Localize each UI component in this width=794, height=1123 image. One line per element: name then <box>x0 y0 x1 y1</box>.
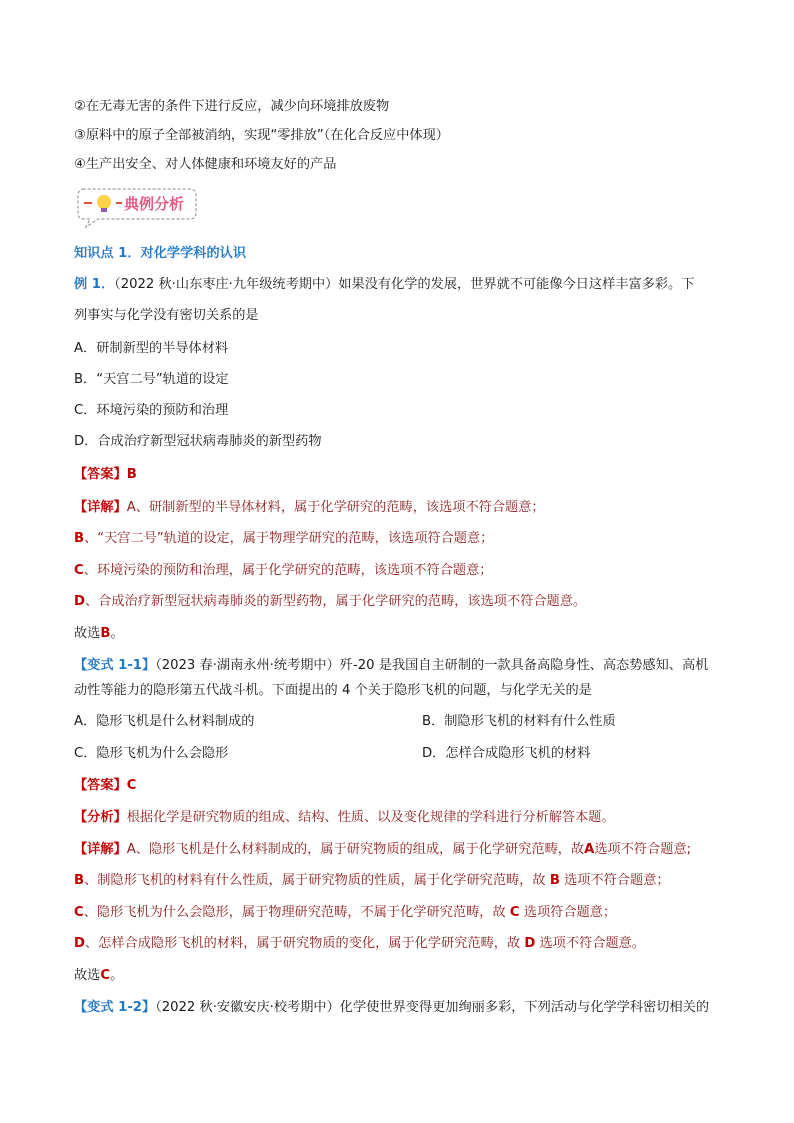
example1-detail-b <box>74 529 493 549</box>
variant2-stem-line1 <box>74 998 709 1018</box>
variant1-detail-a <box>74 840 691 860</box>
example1-conclusion <box>74 624 124 644</box>
typical-example-badge-graphic <box>74 183 198 229</box>
detail-text: 、“天宫二号”轨道的设定，属于物理学研究的范畴，该选项符合题意； <box>84 531 494 546</box>
variant1-options-row2 <box>74 744 591 764</box>
logo-label: 典例分析 <box>124 195 185 213</box>
detail-text: A、研制新型的半导体材料，属于化学研究的范畴，该选项不符合题意； <box>126 500 545 515</box>
variant1-stem-text: （2023 春·湖南永州·统考期中）歼-20 是我国自主研制的一款具备高隐身性、高态势感知、高机 <box>155 658 709 673</box>
example1-stem-text: （2022 秋·山东枣庄·九年级统考期中）如果没有化学的发展，世界就不可能像今日这样丰富多彩。下 <box>114 277 695 292</box>
detail-text: A、隐形飞机是什么材料制成的，属于研究物质的组成，属于化学研究范畴，故 <box>126 842 585 857</box>
answer-tag: 【答案】 <box>74 778 127 793</box>
variant1-option-d: D．怎样合成隐形飞机的材料 <box>422 746 591 761</box>
variant1-tag: 【变式 1-1】 <box>74 658 156 673</box>
detail-tag: 【详解】 <box>74 842 127 857</box>
detail-letter: B <box>74 531 85 546</box>
variant1-detail-d <box>74 934 645 954</box>
detail-text-end: 选项不符合题意； <box>559 873 670 888</box>
lightbulb-icon <box>97 195 111 209</box>
conclusion-letter: B <box>100 626 111 641</box>
knowledge-point-title: 知识点 1．对化学学科的认识 <box>74 246 247 261</box>
conclusion-suffix: 。 <box>110 968 124 983</box>
variant2-tag: 【变式 1-2】 <box>74 1000 156 1015</box>
typical-example-logo <box>74 183 198 229</box>
example1-answer <box>74 465 137 485</box>
principle-2: ②在无毒无害的条件下进行反应，减少向环境排放废物 <box>74 99 390 114</box>
variant1-analysis <box>74 808 615 828</box>
example1-stem-line1 <box>74 275 694 295</box>
example1-detail-d <box>74 592 586 612</box>
detail-letter: D <box>74 936 85 951</box>
conclusion-letter: C <box>100 968 111 983</box>
variant1-stem-line1 <box>74 656 708 676</box>
variant1-stem-line2: 动性等能力的隐形第五代战斗机。下面提出的 4 个关于隐形飞机的问题，与化学无关的是 <box>74 683 592 698</box>
principle-3: ③原料中的原子全部被消纳，实现“零排放”（在化合反应中体现） <box>74 128 449 143</box>
conclusion-prefix: 故选 <box>74 626 101 641</box>
example1-option-a: A．研制新型的半导体材料 <box>74 341 229 356</box>
variant1-options-row1 <box>74 712 616 732</box>
example1-detail-c <box>74 561 493 581</box>
detail-letter: A <box>584 842 595 857</box>
example1-detail-a <box>74 498 545 518</box>
detail-letter: D <box>74 594 85 609</box>
example1-option-d: D．合成治疗新型冠状病毒肺炎的新型药物 <box>74 434 322 449</box>
example1-option-b: B．“天宫二号”轨道的设定 <box>74 372 229 387</box>
answer-tag: 【答案】 <box>74 467 127 482</box>
variant1-conclusion <box>74 966 123 986</box>
variant1-option-a: A．隐形飞机是什么材料制成的 <box>74 714 255 729</box>
variant2-stem-text: （2022 秋·安徽安庆·校考期中）化学使世界变得更加绚丽多彩，下列活动与化学学科密切相关的 <box>155 1000 710 1015</box>
detail-text: 、合成治疗新型冠状病毒肺炎的新型药物，属于化学研究的范畴，该选项不符合题意。 <box>84 594 587 609</box>
answer-value: C <box>126 778 137 793</box>
detail-text-end: 选项符合题意； <box>519 905 617 920</box>
variant1-detail-b <box>74 871 670 891</box>
analysis-text: 根据化学是研究物质的组成、结构、性质、以及变化规律的学科进行分析解答本题。 <box>126 810 615 825</box>
example1-stem-line2: 列事实与化学没有密切关系的是 <box>74 308 259 323</box>
example1-option-c: C．环境污染的预防和治理 <box>74 403 229 418</box>
detail-tag: 【详解】 <box>74 500 127 515</box>
variant1-option-b: B．制隐形飞机的材料有什么性质 <box>422 714 616 729</box>
detail-letter: B <box>549 873 560 888</box>
conclusion-suffix: 。 <box>110 626 124 641</box>
detail-letter: C <box>74 563 84 578</box>
answer-value: B <box>126 467 137 482</box>
variant1-answer <box>74 776 136 796</box>
example1-label: 例 1． <box>74 277 115 292</box>
detail-text: 、怎样合成隐形飞机的材料，属于研究物质的变化，属于化学研究范畴，故 <box>84 936 525 951</box>
detail-letter: C <box>509 905 520 920</box>
principle-4: ④生产出安全、对人体健康和环境友好的产品 <box>74 157 337 172</box>
detail-text-end: 选项不符合题意; <box>594 842 692 857</box>
detail-text: 、隐形飞机为什么会隐形，属于物理研究范畴，不属于化学研究范畴，故 <box>83 905 510 920</box>
analysis-tag: 【分析】 <box>74 810 127 825</box>
conclusion-prefix: 故选 <box>74 968 101 983</box>
detail-letter: C <box>74 905 84 920</box>
detail-text-end: 选项不符合题意。 <box>535 936 645 951</box>
detail-letter: D <box>524 936 536 951</box>
detail-letter: B <box>74 873 85 888</box>
variant1-detail-c <box>74 903 616 923</box>
detail-text: 、制隐形飞机的材料有什么性质，属于研究物质的性质，属于化学研究范畴，故 <box>84 873 550 888</box>
detail-text: 、环境污染的预防和治理，属于化学研究的范畴，该选项不符合题意； <box>83 563 493 578</box>
variant1-option-c: C．隐形飞机为什么会隐形 <box>74 746 229 761</box>
